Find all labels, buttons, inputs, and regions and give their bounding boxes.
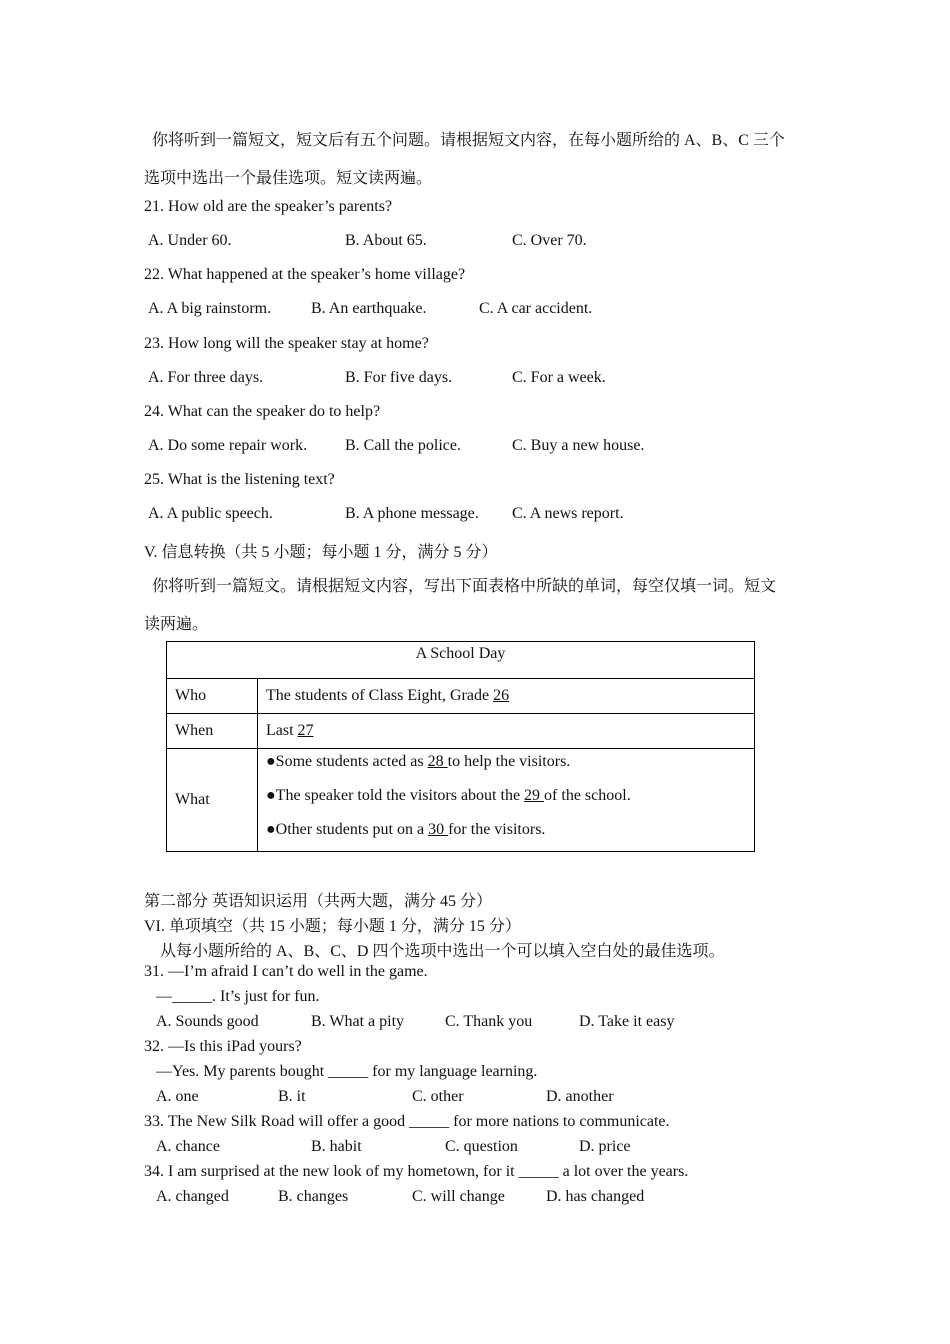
q34-option-d: D. has changed bbox=[546, 1188, 645, 1205]
question-31-response: —_____. It’s just for fun. bbox=[156, 988, 320, 1005]
q24-option-c: C. Buy a new house. bbox=[512, 437, 645, 454]
q32-option-a: A. one bbox=[156, 1088, 199, 1105]
what-item-3-pre: ●Other students put on a bbox=[266, 821, 429, 838]
part-2-heading: 第二部分 英语知识运用（共两大题，满分 45 分） bbox=[144, 893, 493, 910]
q32-option-c: C. other bbox=[412, 1088, 464, 1105]
q22-option-b: B. An earthquake. bbox=[311, 300, 427, 317]
what-item-3 bbox=[266, 817, 746, 851]
blank-27: 27 bbox=[297, 722, 314, 739]
q25-option-c: C. A news report. bbox=[512, 505, 624, 522]
q23-option-a: A. For three days. bbox=[148, 369, 264, 386]
what-item-1-pre: ●Some students acted as bbox=[266, 753, 428, 770]
what-item-2-post: of the school. bbox=[544, 787, 631, 804]
q21-option-b: B. About 65. bbox=[345, 232, 427, 249]
what-cell bbox=[258, 749, 755, 852]
section-5-instruction-1: 你将听到一篇短文。请根据短文内容，写出下面表格中所缺的单词，每空仅填一词。短文 bbox=[152, 578, 777, 595]
question-31: 31. —I’m afraid I can’t do well in the game. bbox=[144, 963, 428, 980]
question-32: 32. —Is this iPad yours? bbox=[144, 1038, 302, 1055]
section-6-instruction: 从每小题所给的 A、B、C、D 四个选项中选出一个可以填入空白处的最佳选项。 bbox=[160, 943, 725, 960]
section-6-heading: VI. 单项填空（共 15 小题；每小题 1 分，满分 15 分） bbox=[144, 918, 521, 935]
question-23: 23. How long will the speaker stay at home? bbox=[144, 335, 429, 352]
q24-option-a: A. Do some repair work. bbox=[148, 437, 308, 454]
question-32-response: —Yes. My parents bought _____ for my language learning. bbox=[156, 1063, 538, 1080]
blank-26: 26 bbox=[493, 687, 510, 704]
question-24: 24. What can the speaker do to help? bbox=[144, 403, 381, 420]
q32-option-b: B. it bbox=[278, 1088, 306, 1105]
question-22: 22. What happened at the speaker’s home village? bbox=[144, 266, 466, 283]
q34-option-a: A. changed bbox=[156, 1188, 229, 1205]
q33-option-c: C. question bbox=[445, 1138, 518, 1155]
q31-option-b: B. What a pity bbox=[311, 1013, 405, 1030]
when-text: Last bbox=[266, 722, 298, 739]
instruction-line-2: 选项中选出一个最佳选项。短文读两遍。 bbox=[144, 170, 433, 187]
info-table bbox=[166, 641, 755, 852]
q23-option-b: B. For five days. bbox=[345, 369, 453, 386]
table-title: A School Day bbox=[167, 642, 755, 679]
blank-29: 29 bbox=[524, 787, 545, 804]
q23-option-c: C. For a week. bbox=[512, 369, 606, 386]
q25-option-a: A. A public speech. bbox=[148, 505, 273, 522]
blank-30: 30 bbox=[428, 821, 449, 838]
blank-28: 28 bbox=[427, 753, 448, 770]
q21-option-c: C. Over 70. bbox=[512, 232, 587, 249]
q21-option-a: A. Under 60. bbox=[148, 232, 232, 249]
q25-option-b: B. A phone message. bbox=[345, 505, 479, 522]
q32-option-d: D. another bbox=[546, 1088, 614, 1105]
what-item-2 bbox=[266, 783, 746, 817]
q22-option-c: C. A car accident. bbox=[479, 300, 593, 317]
q33-option-b: B. habit bbox=[311, 1138, 362, 1155]
what-label: What bbox=[167, 749, 258, 852]
what-item-1 bbox=[266, 749, 746, 783]
when-cell bbox=[258, 714, 755, 749]
when-label: When bbox=[167, 714, 258, 749]
who-cell bbox=[258, 679, 755, 714]
question-34: 34. I am surprised at the new look of my hometown, for it _____ a lot over the years. bbox=[144, 1163, 689, 1180]
q34-option-b: B. changes bbox=[278, 1188, 349, 1205]
who-text: The students of Class Eight, Grade bbox=[266, 687, 494, 704]
q24-option-b: B. Call the police. bbox=[345, 437, 461, 454]
what-item-2-pre: ●The speaker told the visitors about the bbox=[266, 787, 525, 804]
question-21: 21. How old are the speaker’s parents? bbox=[144, 198, 393, 215]
question-33: 33. The New Silk Road will offer a good _____ for more nations to communicate. bbox=[144, 1113, 670, 1130]
question-25: 25. What is the listening text? bbox=[144, 471, 335, 488]
who-label: Who bbox=[167, 679, 258, 714]
q22-option-a: A. A big rainstorm. bbox=[148, 300, 272, 317]
q31-option-a: A. Sounds good bbox=[156, 1013, 259, 1030]
q33-option-d: D. price bbox=[579, 1138, 631, 1155]
instruction-line-1: 你将听到一篇短文，短文后有五个问题。请根据短文内容，在每小题所给的 A、B、C 三个 bbox=[152, 132, 785, 149]
q31-option-d: D. Take it easy bbox=[579, 1013, 675, 1030]
section-5-instruction-2: 读两遍。 bbox=[144, 616, 209, 633]
what-item-3-post: for the visitors. bbox=[448, 821, 546, 838]
q31-option-c: C. Thank you bbox=[445, 1013, 533, 1030]
q33-option-a: A. chance bbox=[156, 1138, 220, 1155]
q34-option-c: C. will change bbox=[412, 1188, 505, 1205]
what-item-1-post: to help the visitors. bbox=[447, 753, 571, 770]
section-5-heading: V. 信息转换（共 5 小题；每小题 1 分，满分 5 分） bbox=[144, 544, 498, 561]
